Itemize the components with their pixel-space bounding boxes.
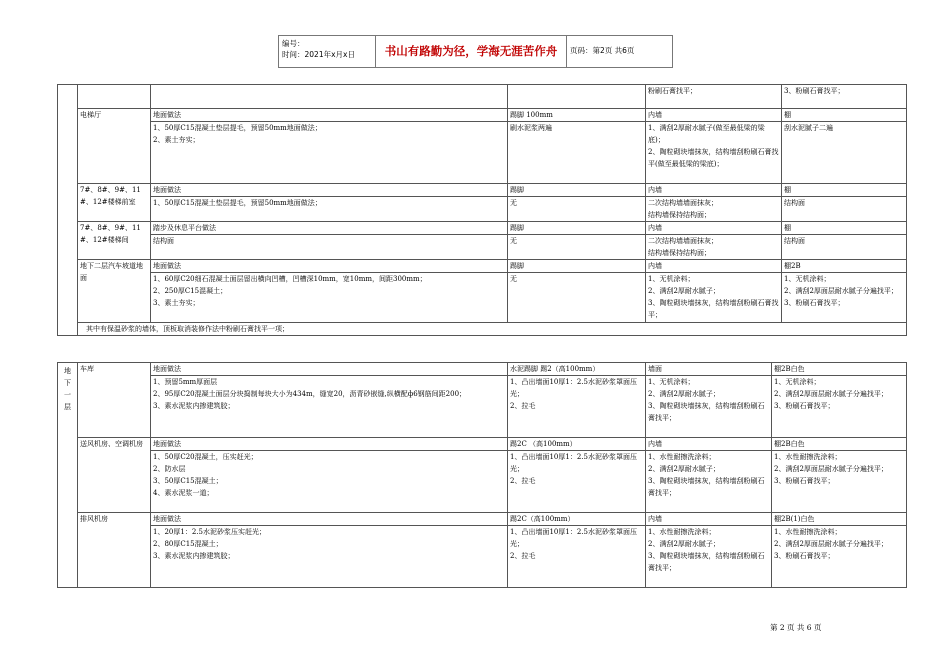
cell: 踢脚 — [508, 260, 646, 273]
cell: 墙面 — [646, 363, 772, 376]
cell: 棚 — [782, 222, 907, 235]
cell: 1、50厚C15混凝土垫层提毛，预留50mm地面做法； — [151, 197, 508, 222]
note: 其中有保温砂浆的墙体，顶板取消装修作法中粉刷石膏找平一项； — [78, 323, 907, 336]
table-row — [58, 260, 907, 273]
cell: 1、无机涂料； 2、满刮2厚耐水腻子； 3、陶粒砌块墙抹灰，结构墙刮粉刷石膏找平； — [646, 273, 782, 323]
cell: 踢脚 — [508, 222, 646, 235]
cell: 地面做法 — [151, 513, 508, 526]
table-row — [58, 85, 907, 109]
cell: 棚2B(1)白色 — [772, 513, 907, 526]
row-label: 送风机房、空调机房 — [78, 438, 151, 513]
cell: 1、水性耐擦洗涂料； 2、满刮2厚耐水腻子； 3、陶粒砌块墙抹灰，结构墙刮粉刷石膏找平； — [646, 451, 772, 513]
cell: 结构面 — [151, 235, 508, 260]
cell: 1、水性耐擦洗涂料； 2、满刮2厚面层耐水腻子分遍找平； 3、粉刷石膏找平； — [772, 526, 907, 588]
cell: 棚2B白色 — [772, 438, 907, 451]
cell: 水泥踢脚 踢2（高100mm） — [508, 363, 646, 376]
cell: 内墙 — [646, 109, 782, 122]
cell: 内墙 — [646, 222, 782, 235]
cell: 踢2C （高100mm） — [508, 438, 646, 451]
table-row — [58, 184, 907, 197]
page-header — [278, 35, 673, 68]
cell: 内墙 — [646, 513, 772, 526]
cell: 1、60厚C20细石混凝土面层留出横向凹槽，凹槽深10mm，宽10mm，间距300mm； 2、250厚C15混凝土； 3、素土夯实； — [151, 273, 508, 323]
cell: 1、凸出墙面10厚1：2.5水泥砂浆罩面压光； 2、拉毛 — [508, 526, 646, 588]
table-row — [58, 363, 907, 376]
cell: 地面做法 — [151, 260, 508, 273]
cell: 1、预留5mm厚面层 2、95厚C20混凝土面层分块捣制每块大小为434m，缝宽20，沥青砂嵌缝,纵横配ф6钢筋间距200； 3、素水泥浆内掺建筑胶； — [151, 376, 508, 438]
cell: 无 — [508, 273, 646, 323]
cell: 3、粉刷石膏找平； — [782, 85, 907, 109]
header-slogan: 书山有路勤为径，学海无涯苦作舟 — [376, 36, 567, 67]
cell: 1、满刮2厚耐水腻子(做至最低梁的梁底)； 2、陶粒砌块墙抹灰，结构墙刮粉刷石膏找平(做至最低梁的梁底)； — [646, 122, 782, 184]
cell: 棚 — [782, 184, 907, 197]
header-page: 页码：第2页 共6页 — [570, 46, 635, 56]
cell: 踢脚 — [508, 184, 646, 197]
cell: 地面做法 — [151, 363, 508, 376]
cell: 1、无机涂料； 2、满刮2厚面层耐水腻子分遍找平； 3、粉刷石膏找平； — [772, 376, 907, 438]
page-footer: 第 2 页 共 6 页 — [770, 623, 822, 632]
cell: 内墙 — [646, 184, 782, 197]
cell: 地面做法 — [151, 184, 508, 197]
row-label: 车库 — [78, 363, 151, 438]
cell: 内墙 — [646, 438, 772, 451]
cell: 二次结构墙墙面抹灰； 结构墙保持结构面； — [646, 235, 782, 260]
cell: 刷水泥浆两遍 — [508, 122, 646, 184]
note-row — [58, 323, 907, 336]
row-label: 电梯厅 — [78, 109, 151, 184]
cell: 1、50厚C20混凝土，压实赶光； 2、防水层 3、50厚C15混凝土； 4、素水泥浆一道； — [151, 451, 508, 513]
cell: 1、凸出墙面10厚1：2.5水泥砂浆罩面压光； 2、拉毛 — [508, 376, 646, 438]
table-row — [58, 109, 907, 122]
floor-label: 地下一层 — [58, 363, 78, 588]
header-number: 编号： — [282, 39, 305, 48]
table-row — [58, 197, 907, 222]
cell: 地面做法 — [151, 109, 508, 122]
lower-table — [57, 362, 907, 588]
cell: 地面做法 — [151, 438, 508, 451]
cell: 无 — [508, 197, 646, 222]
row-label: 7#、8#、9#、11#、12#楼梯前室 — [78, 184, 151, 222]
cell: 踏步及休息平台做法 — [151, 222, 508, 235]
cell: 1、20厚1：2.5水泥砂浆压实赶光； 2、80厚C15混凝土； 3、素水泥浆内掺建筑胶； — [151, 526, 508, 588]
header-meta — [279, 36, 376, 67]
row-label: 7#、8#、9#、11#、12#楼梯间 — [78, 222, 151, 260]
cell: 刮水泥腻子二遍 — [782, 122, 907, 184]
row-label: 地下二层汽车坡道地面 — [78, 260, 151, 323]
cell: 1、无机涂料； 2、满刮2厚面层耐水腻子分遍找平； 3、粉刷石膏找平； — [782, 273, 907, 323]
row-label: 排风机房 — [78, 513, 151, 588]
cell: 踢2C（高100mm） — [508, 513, 646, 526]
cell: 1、50厚C15混凝土垫层提毛，预留50mm地面做法； 2、素土夯实； — [151, 122, 508, 184]
table-row — [58, 222, 907, 235]
table-row — [58, 273, 907, 323]
cell: 1、水性耐擦洗涂料； 2、满刮2厚面层耐水腻子分遍找平； 3、粉刷石膏找平； — [772, 451, 907, 513]
cell: 1、水性耐擦洗涂料； 2、满刮2厚耐水腻子； 3、陶粒砌块墙抹灰，结构墙刮粉刷石膏找平； — [646, 526, 772, 588]
cell: 结构面 — [782, 235, 907, 260]
table-row — [58, 513, 907, 526]
cell: 踢脚 100mm — [508, 109, 646, 122]
cell: 棚2B — [782, 260, 907, 273]
cell: 粉刷石膏找平； — [646, 85, 782, 109]
cell: 棚 — [782, 109, 907, 122]
cell: 结构面 — [782, 197, 907, 222]
table-row — [58, 235, 907, 260]
cell: 内墙 — [646, 260, 782, 273]
table-row — [58, 451, 907, 513]
header-time: 时间：2021年x月x日 — [282, 50, 355, 60]
table-row — [58, 526, 907, 588]
cell: 棚2B白色 — [772, 363, 907, 376]
upper-table — [57, 84, 907, 336]
cell: 二次结构墙墙面抹灰； 结构墙保持结构面； — [646, 197, 782, 222]
table-row — [58, 376, 907, 438]
table-row — [58, 438, 907, 451]
cell: 1、凸出墙面10厚1：2.5水泥砂浆罩面压光； 2、拉毛 — [508, 451, 646, 513]
cell: 无 — [508, 235, 646, 260]
cell: 1、无机涂料； 2、满刮2厚耐水腻子； 3、陶粒砌块墙抹灰，结构墙刮粉刷石膏找平； — [646, 376, 772, 438]
table-row — [58, 122, 907, 184]
